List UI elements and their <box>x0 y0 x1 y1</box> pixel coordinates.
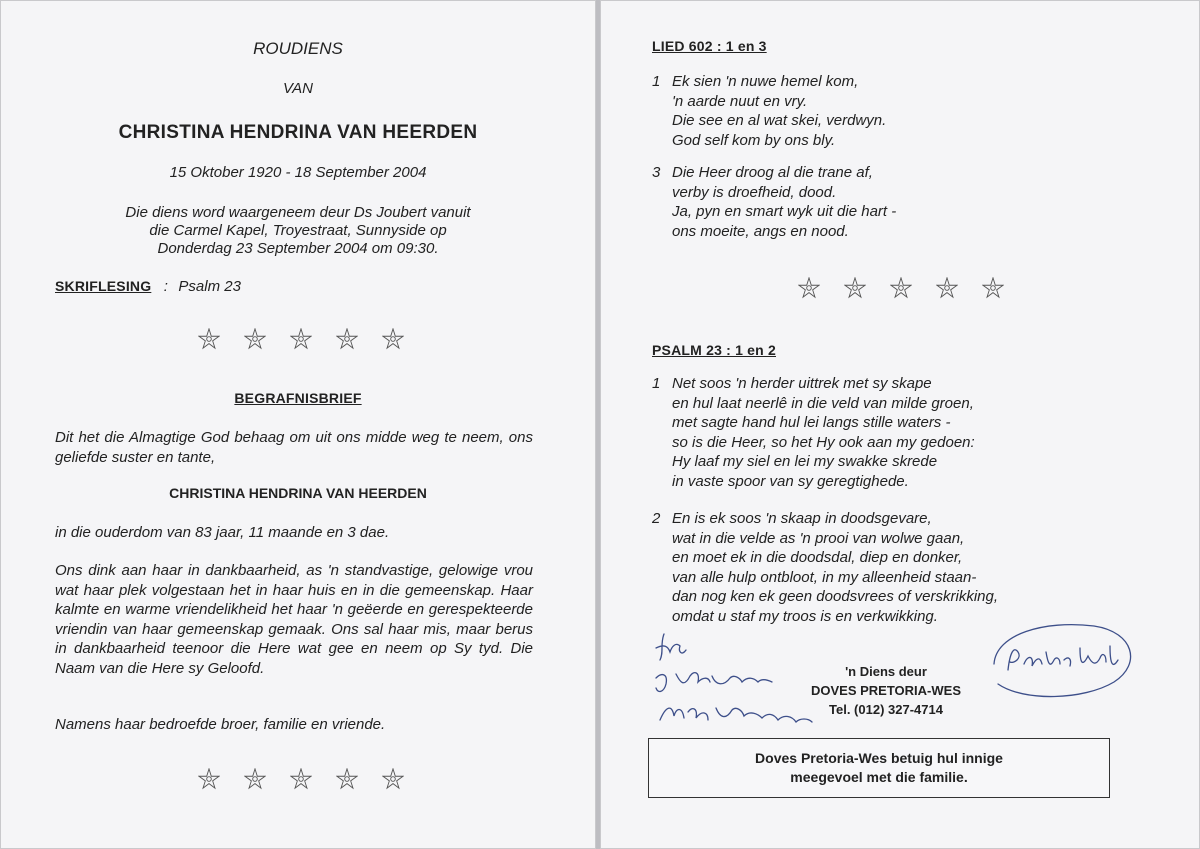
star-ornament-icon <box>198 328 220 350</box>
psalm-heading: PSALM 23 : 1 en 2 <box>652 342 776 358</box>
van-label: VAN <box>282 80 313 97</box>
star-ornament-icon <box>244 768 266 790</box>
verse-line: God self kom by ons bly. <box>672 131 836 149</box>
star-ornament-icon <box>336 328 358 350</box>
verse-line: omdat u staf my troos is en verkwikking. <box>672 607 938 625</box>
service-title: ROUDIENS <box>253 39 343 58</box>
ornament-row-top <box>198 328 404 350</box>
psalm-verse-1 <box>652 374 975 491</box>
verse-line: En is ek soos 'n skaap in doodsgevare, <box>672 510 932 527</box>
verse-number: 1 <box>652 375 661 392</box>
tribute-paragraph: Ons dink aan haar in dankbaarheid, as 'n standvastige, gelowige vrou wat haar plek volgestaan het in haar huis en in die gemeenskap. Haar kalmte en warme vriendelikheid het haar 'n geëerde en gerespekteerde vriendin van haar gemeenskap gemaak. Ons sal haar mis, maar berus in dankbaarheid teenoor die Here wat gee en neem op Sy tyd. Die Naam van die Here sy Geloofd. <box>55 562 533 677</box>
verse-line: ons moeite, angs en nood. <box>672 222 849 240</box>
star-ornament-icon <box>936 277 958 299</box>
star-ornament-icon <box>890 277 912 299</box>
verse-line: Net soos 'n herder uittrek met sy skape <box>672 375 932 392</box>
letter-name: CHRISTINA HENDRINA VAN HEERDEN <box>169 485 427 501</box>
verse-line: en hul laat neerlê in die veld van milde groen, <box>672 394 974 412</box>
star-ornament-icon <box>798 277 820 299</box>
closing-line: Namens haar bedroefde broer, familie en vriende. <box>55 716 386 733</box>
hymn-verse-3 <box>652 163 896 241</box>
verse-line: Ek sien 'n nuwe hemel kom, <box>672 73 859 90</box>
service-line: Donderdag 23 September 2004 om 09:30. <box>157 240 439 257</box>
letter-heading: BEGRAFNISBRIEF <box>234 390 362 406</box>
psalm-verse-2 <box>652 509 998 626</box>
verse-line: Die Heer droog al die trane af, <box>672 164 873 181</box>
deceased-name: CHRISTINA HENDRINA VAN HEERDEN <box>118 122 478 143</box>
star-ornament-icon <box>844 277 866 299</box>
verse-line: verby is droefheid, dood. <box>672 183 837 201</box>
condolence-line: meegevoel met die familie. <box>790 769 968 785</box>
scripture-value: Psalm 23 <box>178 278 241 295</box>
star-ornament-icon <box>198 768 220 790</box>
service-line: Die diens word waargeneem deur Ds Joubert vanuit <box>125 204 471 221</box>
star-ornament-icon <box>982 277 1004 299</box>
verse-line: 'n aarde nuut en vry. <box>672 92 808 110</box>
letter-intro: Dit het die Almagtige God behaag om uit ons midde weg te neem, ons geliefde suster en tante, <box>55 429 533 466</box>
star-ornament-icon <box>382 328 404 350</box>
service-by-block <box>806 662 966 719</box>
star-ornament-icon <box>244 328 266 350</box>
verse-line: Hy laaf my siel en lei my swakke skrede <box>672 453 938 470</box>
verse-line: in vaste spoor van sy geregtighede. <box>672 472 909 490</box>
scripture-sep: : <box>163 278 168 295</box>
service-details <box>0 204 596 258</box>
verse-line: so is die Heer, so het Hy ook aan my gedoen: <box>672 433 975 451</box>
condolence-line: Doves Pretoria-Wes betuig hul innige <box>755 750 1003 766</box>
verse-line: wat in die velde as 'n prooi van wolwe gaan, <box>672 529 965 547</box>
verse-line: dan nog ken ek geen doodsvrees of verskrikking, <box>672 588 999 605</box>
handwritten-signature-right <box>984 612 1144 708</box>
hymn-heading: LIED 602 : 1 en 3 <box>652 38 767 54</box>
ornament-row-right <box>798 277 1004 299</box>
star-ornament-icon <box>290 328 312 350</box>
star-ornament-icon <box>382 768 404 790</box>
verse-number: 1 <box>652 73 661 90</box>
verse-number: 2 <box>652 510 661 527</box>
verse-line: Die see en al wat skei, verdwyn. <box>672 112 887 129</box>
hymn-verse-1 <box>652 72 886 150</box>
verse-line: Ja, pyn en smart wyk uit die hart - <box>672 203 897 220</box>
scripture-label: SKRIFLESING <box>55 278 152 294</box>
verse-line: en moet ek in die doodsdal, diep en donker, <box>672 549 963 566</box>
ornament-row-bottom <box>198 768 404 790</box>
verse-number: 3 <box>652 164 661 181</box>
scripture-reading <box>55 278 241 296</box>
verse-line: van alle hulp ontbloot, in my alleenheid staan- <box>672 568 977 586</box>
condolence-box <box>648 738 1110 798</box>
company-name: DOVES PRETORIA-WES <box>810 683 961 698</box>
service-by-label: 'n Diens deur <box>845 664 927 679</box>
age-line: in die ouderdom van 83 jaar, 11 maande en 3 dae. <box>55 524 390 541</box>
star-ornament-icon <box>290 768 312 790</box>
life-dates: 15 Oktober 1920 - 18 September 2004 <box>169 164 427 181</box>
verse-line: met sagte hand hul lei langs stille waters - <box>672 414 951 431</box>
service-line: die Carmel Kapel, Troyestraat, Sunnyside op <box>149 222 447 239</box>
company-phone: Tel. (012) 327-4714 <box>829 702 943 717</box>
star-ornament-icon <box>336 768 358 790</box>
